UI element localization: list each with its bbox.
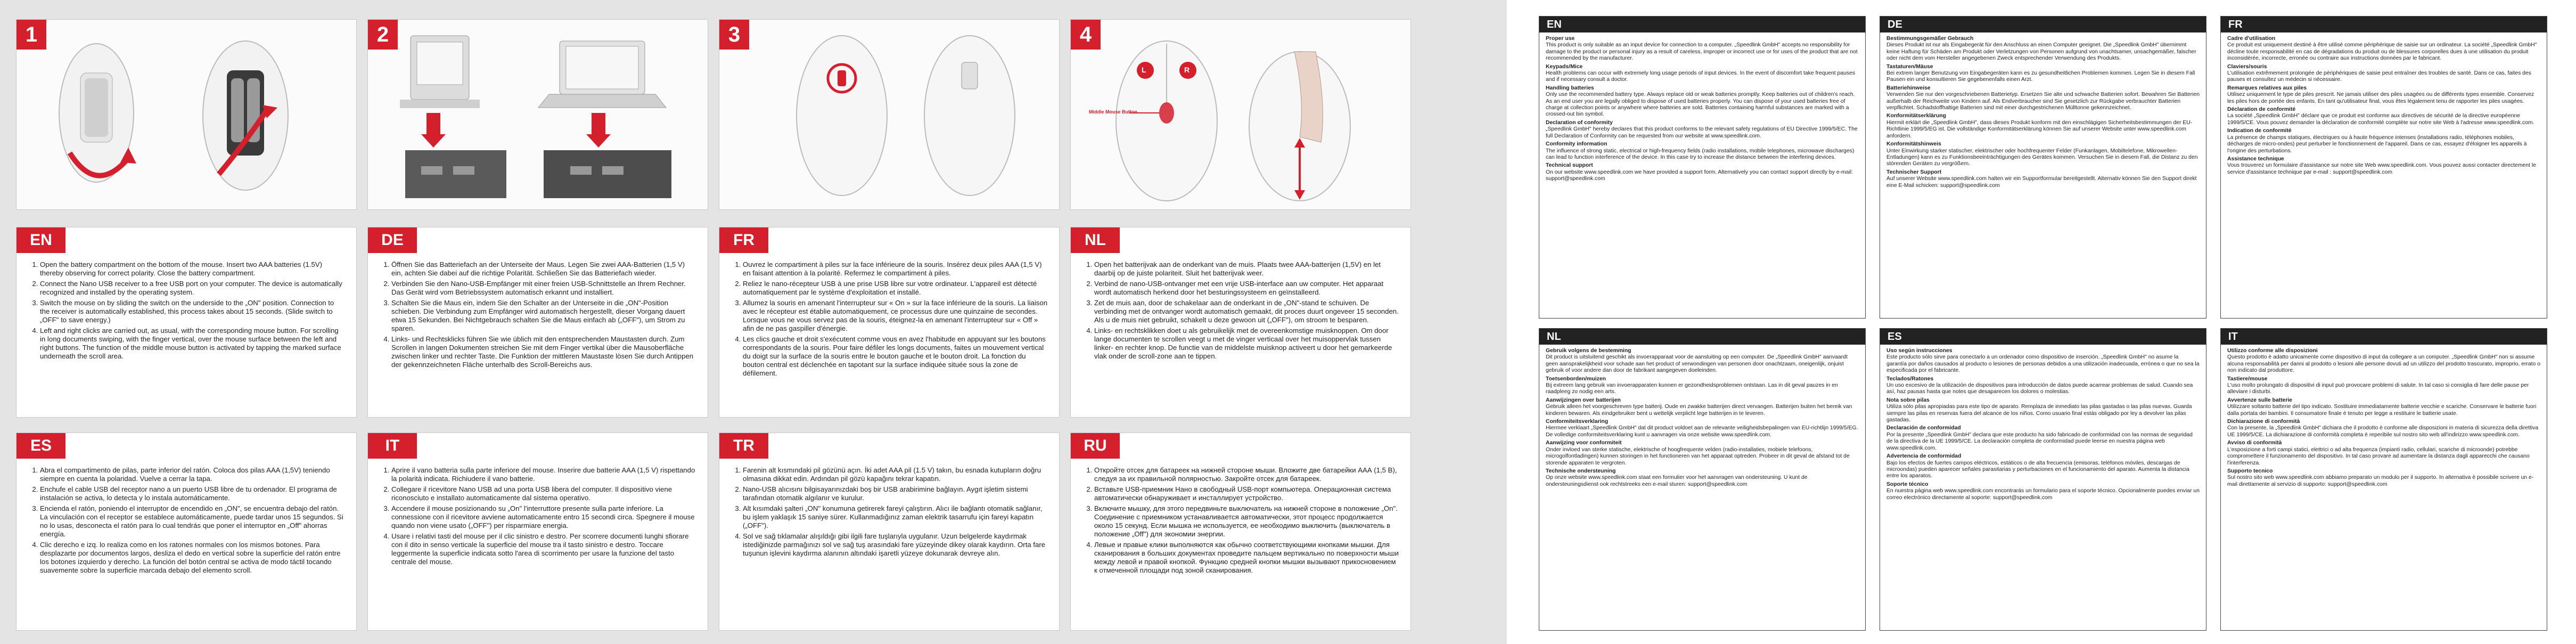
section-text: Ce produit est uniquement destiné à être utilisé comme périphérique de saisie sur un ordinateur. La société „Speedlink GmbH" décline toute responsabilité en cas de dégradations du produit ou de blessures corporelles dues à une utilisation du produit inconsidérée, incorrecte, erronée ou contraire aux instructions données par le fabricant. bbox=[2227, 42, 2537, 62]
instruction-step: 2. Verbind de nano-USB-ontvanger met een vrije USB-interface aan uw computer. Het apparaat wordt automatisch herkend door het besturingssysteem en geïnstalleerd. bbox=[1094, 280, 1400, 297]
instruction-step: 3. Включите мышку, для этого передвиньте выключатель на нижней стороне в положение „On". Соединение с приемником устанавливается автоматически, этот процесс продолжается около 15 секунд. Если мышка не используется, ее необходимо выключить (выключатель в положение „Off") для экономии энергии. bbox=[1094, 504, 1400, 539]
legal-section bbox=[2227, 36, 2540, 62]
section-text: This product is only suitable as an input device for connection to a computer. „Speedlink GmbH" accepts no responsibility for damage to the product or personal injury as a result of careless, improper or incorrect use or for uses of the product that are not recommended by the manufacturer. bbox=[1546, 42, 1858, 62]
section-heading: Cadre d'utilisation bbox=[2227, 36, 2276, 42]
instruction-step: 3. Accendere il mouse posizionando su „On" l'interruttore presente sulla parte inferiore. La connessione con il ricevitore avviene automaticamente entro 15 secondi circa. Spegnere il mouse quando non viene usato („OFF") per risparmiare energia. bbox=[391, 504, 697, 530]
legal-section bbox=[1546, 64, 1859, 84]
section-heading: Technischer Support bbox=[1886, 169, 1942, 175]
legal-body bbox=[1539, 345, 1865, 488]
instruction-step: 4. Usare i relativi tasti del mouse per il clic sinistro e destro. Per scorrere documenti lunghi sfiorare con il dito in senso verticale la superficie del mouse tra il tasto sinistro e destro. Toccare leggermente la superficie indicata sotto l'area di scorrimento per usare la funzione del tasto centrale del mouse. bbox=[391, 532, 697, 566]
section-text: Unter Einwirkung starker statischer, elektrischer oder hochfrequenter Felder (Funkanlagen, Mobiltelefone, Mikrowellen-Entladungen) kann es zu Funktionsbeeinträchtigungen des Gerätes kommen. Versuchen Sie in diesem Fall, die Distanz zu den störenden Geräten zu vergrößern. bbox=[1886, 148, 2198, 167]
legal-it bbox=[2220, 328, 2547, 631]
section-text: L'uso molto prolungato di dispositivi di input può provocare problemi di salute. In tal caso si consiglia di fare delle pause per alleviare i disturbi. bbox=[2227, 382, 2529, 395]
section-heading: Konformitätserklärung bbox=[1886, 113, 1947, 119]
section-text: Este producto sólo sirve para conectarlo a un ordenador como dispositivo de inserción. „Speedlink GmbH" no asume la garantía por daños causados al producto o lesiones de personas debidos a una utilización inadecuada, errónea o que no sea la especificada por el fabricante. bbox=[1886, 354, 2200, 374]
section-heading: Déclaration de conformité bbox=[2227, 107, 2296, 113]
instruction-step: 1. Ouvrez le compartiment à piles sur la face inférieure de la souris. Insérez deux piles AAA (1,5 V) en faisant attention à la polarité. Refermez le compartiment à piles. bbox=[743, 260, 1048, 278]
legal-section bbox=[1886, 376, 2200, 396]
instruction-step: 1. Open het batterijvak aan de onderkant van de muis. Plaats twee AAA-batterijen (1,5V) en let daarbij op de juiste polariteit. Sluit het batterijvak weer. bbox=[1094, 260, 1400, 278]
legal-section bbox=[1886, 348, 2200, 374]
instruction-list bbox=[28, 466, 346, 577]
middle-button-callout: Middle Mouse Button bbox=[1089, 109, 1137, 115]
section-heading: Proper use bbox=[1546, 36, 1575, 42]
instruction-step: 4. Clic derecho e izq. lo realiza como en los ratones normales con los mismos botones. Para desplazarte por documentos largos, desliza el dedo en vertical sobre la superficie del ratón entre los botones izquierdo y derecho. La función del botón central se activa de modo táctil tocando suavemente sobre la superficie marcada debajo del elemento scroll. bbox=[40, 541, 346, 575]
section-heading: Declaración de conformidad bbox=[1886, 425, 1961, 431]
section-heading: Claviers/souris bbox=[2227, 63, 2267, 70]
section-text: Bij extreem lang gebruik van invoerapparaten kunnen er gezondheidsproblemen ontstaan. Las in dit geval pauzes in en raadpleeg zo nodig een arts. bbox=[1546, 382, 1838, 395]
mouse-buttons-illustration bbox=[1071, 20, 1410, 209]
legal-section bbox=[2227, 348, 2540, 374]
step-number: 4 bbox=[1071, 20, 1101, 50]
instruction-list bbox=[380, 260, 697, 371]
language-tag: EN bbox=[1539, 17, 1865, 32]
section-heading: Avvertenze sulle batterie bbox=[2227, 397, 2293, 403]
step-number: 3 bbox=[719, 20, 749, 50]
section-text: Auf unserer Website www.speedlink.com halten wir ein Supportformular bereitgestellt. Alternativ können Sie den Support direkt eine E-Mail schicken: support@speedlink.com bbox=[1886, 176, 2197, 189]
section-text: Gebruik alleen het voorgeschreven type batterij. Oude en zwakke batterijen direct vervangen. Batterijen buiten het bereik van kinderen bewaren. Als eindgebruiker bent u wettelijk verplicht lege batterijen in te leveren. bbox=[1546, 404, 1852, 417]
instructions-de bbox=[367, 227, 708, 418]
section-heading: Aanwijzing voor conformiteit bbox=[1546, 440, 1622, 446]
step-4-panel bbox=[1070, 19, 1411, 210]
legal-section bbox=[1886, 64, 2200, 84]
legal-fr bbox=[2220, 16, 2547, 319]
legal-body bbox=[2221, 345, 2547, 488]
language-tag: TR bbox=[719, 433, 768, 459]
section-text: L'utilisation extrêmement prolongée de périphériques de saisie peut entraîner des troubles de santé. Dans ce cas, faites des pauses et consultez un médecin si nécessaire. bbox=[2227, 70, 2531, 83]
section-text: Dit product is uitsluitend geschikt als invoerapparaat voor de aansluiting op een computer. De „Speedlink GmbH" aanvaardt geen aansprakelijkheid voor schade aan het product of verwondingen van personen door onachtzaam, oneigenlijk, onjuist gebruik of voor andere dan door de fabrikant aangegeven doeleinden. bbox=[1546, 354, 1848, 374]
section-heading: Gebruik volgens de bestemming bbox=[1546, 348, 1631, 354]
legal-de bbox=[1880, 16, 2206, 319]
section-text: Utilisez uniquement le type de piles prescrit. Ne jamais utiliser des piles usagées ou de différents types ensemble. Conservez les piles hors de portée des enfants. En tant qu'utilisateur final, vous êtes légalement tenu de rapporter les piles usagées. bbox=[2227, 92, 2534, 104]
legal-section bbox=[1546, 141, 1859, 161]
usb-connection-illustration bbox=[368, 20, 708, 209]
instruction-step: 4. Sol ve sağ tıklamalar alışıldığı gibi ilgili fare tuşlarıyla uygulanır. Uzun belgelerde kaydırmak istediğinizde parmağınızı sol ve sağ tuş arasındaki fare yüzeyinde dikey olarak kaydırın. Orta fare tuşunun işlevini kaydırma alanının altındaki işaretli yüzeye dokunarak devreye alın. bbox=[743, 532, 1048, 558]
section-text: La présence de champs statiques, électriques ou à haute fréquence intenses (installations radio, téléphones mobiles, décharges de micro-ondes) peut perturber le fonctionnement de l'appareil. Dans ce cas, essayez d'éloigner les appareils à l'origine des perturbations. bbox=[2227, 134, 2527, 154]
section-heading: Teclados/Ratones bbox=[1886, 376, 1934, 382]
section-text: „Speedlink GmbH" hereby declares that this product conforms to the relevant safety regulations of EU Directive 1999/5/EC. The full Declaration of Conformity can be requested from our website at www.speedlink.com. bbox=[1546, 126, 1858, 139]
instruction-step: 1. Öffnen Sie das Batteriefach an der Unterseite der Maus. Legen Sie zwei AAA-Batterien (1,5 V) ein, achten Sie dabei auf die richtige Polarität. Schließen Sie das Batteriefach wieder. bbox=[391, 260, 697, 278]
legal-section bbox=[1886, 169, 2200, 189]
instruction-step: 3. Zet de muis aan, door de schakelaar aan de onderkant in de „ON"-stand te schuiven. De verbinding met de ontvanger wordt automatisch gemaakt, dit proces duurt ongeveer 15 seconden. Als u de muis niet gebruikt, schakelt u deze gewoon uit („OFF"), om stroom te besparen. bbox=[1094, 299, 1400, 324]
section-text: On our website www.speedlink.com we have provided a support form. Alternatively you can contact support directly by e-mail: support@speedlink.com bbox=[1546, 169, 1853, 182]
instruction-step: 2. Connect the Nano USB receiver to a free USB port on your computer. The device is automatically recognized and installed by the operating system. bbox=[40, 280, 346, 297]
legal-section bbox=[1546, 440, 1859, 467]
section-heading: Konformitätshinweis bbox=[1886, 141, 1941, 148]
section-text: Por la presente „Speedlink GmbH" declara que este producto ha sido fabricado de conformidad con las normas de seguridad de la directiva de la UE 1999/5/CE. La declaración completa de conformidad puede leerse en nuestra página web www.speedlink.com. bbox=[1886, 431, 2193, 451]
section-text: Vous trouverez un formulaire d'assistance sur notre site Web www.speedlink.com. Vous pouvez aussi contacter directement le service d'assistance technique par e-mail : support@speedlink.com bbox=[2227, 162, 2536, 175]
section-heading: Utilizzo conforme alle disposizioni bbox=[2227, 348, 2318, 354]
section-text: Hiermit erklärt die „Speedlink GmbH", dass dieses Produkt konform mit den einschlägigen Sicherheitsbestimmungen der EU-Richtlinie 1999/5/EG ist. Die vollständige Konformitätserklärung können Sie auf unserer Website unter www.speedlink.com anfordern. bbox=[1886, 119, 2193, 139]
section-heading: Advertencia de conformidad bbox=[1886, 453, 1962, 460]
instruction-list bbox=[1082, 260, 1400, 363]
legal-section bbox=[2227, 128, 2540, 154]
instruction-step: 4. Links- und Rechtsklicks führen Sie wie üblich mit den entsprechenden Maustasten durch. Zum Scrollen in langen Dokumenten streichen Sie mit dem Finger vertikal über die Mausoberfläche zwischen linker und rechter Taste. Die Funktion der mittleren Maustaste lösen Sie durch Antippen der gekennzeichneten Fläche unterhalb des Scroll-Bereichs aus. bbox=[391, 335, 697, 369]
instruction-step: 1. Aprire il vano batteria sulla parte inferiore del mouse. Inserire due batterie AAA (1,5 V) rispettando la polarità indicata. Richiudere il vano batterie. bbox=[391, 466, 697, 483]
legal-section bbox=[2227, 64, 2540, 84]
section-text: Questo prodotto è adatto unicamente come dispositivo di input da collegare a un computer. „Speedlink GmbH" non si assume alcuna responsabilità per danni al prodotto o lesioni alle persone dovuti ad un utilizzo del prodotto trascurato, improprio, errato o non indicato dal produttore. bbox=[2227, 354, 2540, 374]
section-text: Health problems can occur with extremely long usage periods of input devices. In the event of discomfort take frequent pauses and if necessary consult a doctor. bbox=[1546, 70, 1856, 83]
instruction-step: 3. Alt kısımdaki şalteri „ON" konumuna getirerek fareyi çalıştırın. Alıcı ile bağlantı otomatik sağlanır, bu işlem yaklaşık 15 saniye sürer. Kullanmadığınız zaman elektrik tasarrufu için fareyi kapatın („OFF"). bbox=[743, 504, 1048, 530]
language-tag: FR bbox=[719, 227, 768, 253]
legal-section bbox=[1886, 85, 2200, 112]
instruction-step: 1. Open the battery compartment on the bottom of the mouse. Insert two AAA batteries (1.5V) thereby observing for correct polarity. Close the battery compartment. bbox=[40, 260, 346, 278]
legal-nl bbox=[1539, 328, 1866, 631]
instruction-step: 4. Left and right clicks are carried out, as usual, with the corresponding mouse button. For scrolling in long documents swiping, with the finger vertical, over the mouse surface between the left and right buttons. The function of the middle mouse button is activated by tapping the marked surface underneath the scroll area. bbox=[40, 327, 346, 361]
section-heading: Nota sobre pilas bbox=[1886, 397, 1930, 403]
language-tag: RU bbox=[1071, 433, 1120, 459]
legal-section bbox=[1886, 397, 2200, 424]
battery-insertion-illustration bbox=[17, 20, 356, 209]
section-heading: Aanwijzingen over batterijen bbox=[1546, 397, 1621, 403]
instruction-step: 4. Les clics gauche et droit s'exécutent comme vous en avez l'habitude en appuyant sur les boutons correspondants de la souris. Pour faire défiler les longs documents, faites un mouvement vertical du doigt sur la surface de la souris entre le bouton gauche et le bouton droit. La fonction du bouton central est déclenchée en tapotant sur la surface indiquée située sous la zone de défilement. bbox=[743, 335, 1048, 378]
legal-section bbox=[1886, 482, 2200, 501]
instruction-step: 2. Enchufe el cable USB del receptor nano a un puerto USB libre de tu ordenador. El programa de instalación se activa, lo detecta y lo instala automáticamente. bbox=[40, 485, 346, 502]
instruction-list bbox=[1082, 466, 1400, 577]
section-text: L'esposizione a forti campi statici, elettrici o ad alta frequenza (impianti radio, cellulari, scariche di microonde) potrebbe compromettere il funzionamento del dispositivo. In tal caso provare ad aumentare la distanza dagli apparecchi che causano l'interferenza. bbox=[2227, 446, 2530, 466]
legal-section bbox=[1546, 36, 1859, 62]
language-tag: IT bbox=[368, 433, 417, 459]
section-text: Verwenden Sie nur den vorgeschriebenen Batterietyp. Ersetzen Sie alte und schwache Batterien sofort. Bewahren Sie Batterien außerhalb der Reichweite von Kindern auf. Als Endverbraucher sind Sie gesetzlich zur Rückgabe verbrauchter Batterien verpflichtet. Schadstoffhaltige Batterien sind mit einer durchgestrichenen Mülltonne gekennzeichnet. bbox=[1886, 92, 2200, 111]
section-heading: Technische ondersteuning bbox=[1546, 468, 1616, 474]
section-text: Un uso excesivo de la utilización de dispositivos para introducción de datos puede acarrear problemas de salud. Cuando sea así, haz pausas hasta que notes que desaparecen los dolores o molestias. bbox=[1886, 382, 2193, 395]
instruction-step: 3. Encienda el ratón, poniendo el interruptor de encendido en „ON", se encuentra debajo del ratón. La vinculación con el receptor se establece automáticamente, puede tardar unos 15 segundos. Si no lo usas, desconecta el ratón para lo cual tendrás que poner el interruptor en „Off" ahorras energía. bbox=[40, 504, 346, 539]
legal-section bbox=[1546, 162, 1859, 182]
legal-section bbox=[1886, 113, 2200, 140]
legal-section bbox=[2227, 397, 2540, 417]
section-heading: Keypads/Mice bbox=[1546, 63, 1583, 70]
section-heading: Declaration of conformity bbox=[1546, 119, 1613, 126]
instruction-step: 2. Вставьте USB-приемник Нано в свободный USB-порт компьютера. Операционная система автоматически обнаруживает и инсталлирует устройство. bbox=[1094, 485, 1400, 502]
section-text: Utilizzare soltanto batterie del tipo indicato. Sostituire immediatamente batterie vecchie e scariche. Conservare le batterie fuori dalla portata dei bambini. Il consumatore finale è tenuto per legge a restituire le batterie usate. bbox=[2227, 404, 2537, 417]
instructions-en bbox=[16, 227, 357, 418]
section-heading: Assistance technique bbox=[2227, 156, 2284, 162]
step-number: 1 bbox=[17, 20, 46, 50]
section-text: Con la presente, la „Speedlink GmbH" dichiara che il prodotto è conforme alle disposizioni in materia di sicurezza della direttiva UE 1999/5/CE. La dichiarazione di conformità completa è reperibile sul nostro sito web all'indirizzo www.speedlink.com. bbox=[2227, 425, 2539, 438]
instruction-list bbox=[731, 260, 1048, 380]
section-heading: Technical support bbox=[1546, 162, 1593, 169]
section-heading: Remarques relatives aux piles bbox=[2227, 85, 2307, 91]
section-heading: Batteriehinweise bbox=[1886, 85, 1931, 91]
legal-body bbox=[2221, 32, 2547, 176]
legal-en bbox=[1539, 16, 1866, 319]
right-button-label: R bbox=[1184, 66, 1190, 74]
legal-section bbox=[1546, 397, 1859, 417]
legal-section bbox=[1546, 419, 1859, 438]
legal-section bbox=[2227, 468, 2540, 488]
instruction-list bbox=[28, 260, 346, 363]
legal-section bbox=[1546, 85, 1859, 118]
instruction-step: 3. Allumez la souris en amenant l'interrupteur sur « On » sur la face inférieure de la souris. La liaison avec le récepteur est établie automatiquement, ce processus dure une quinzaine de secondes. Lorsque vous ne vous servez pas de la souris, éteignez-la en amenant l'interrupteur sur « Off » afin de ne pas gaspiller d'énergie. bbox=[743, 299, 1048, 333]
legal-section bbox=[1886, 141, 2200, 168]
instructions-tr bbox=[719, 433, 1060, 631]
language-tag: ES bbox=[17, 433, 65, 459]
section-text: Hiermee verklaart „Speedlink GmbH" dat dit product voldoet aan de relevante veiligheidsbepalingen van EU-richtlijn 1999/5/EG. De volledige conformiteitsverklaring kunt u aanvragen via onze website www.speedlink.com. bbox=[1546, 425, 1858, 438]
instructions-nl bbox=[1070, 227, 1411, 418]
instruction-step: 3. Switch the mouse on by sliding the switch on the underside to the „ON" position. Connection to the receiver is automatically established, this process takes about 15 seconds. (Slide switch to „OFF" to save energy.) bbox=[40, 299, 346, 324]
section-heading: Conformity information bbox=[1546, 141, 1607, 148]
section-text: En nuestra página web www.speedlink.com encontrarás un formulario para el soporte técnico. Opcionalmente puedes enviar un correo electrónico directamente al soporte: support@speedlink.com bbox=[1886, 488, 2200, 501]
instruction-step: 4. Links- en rechtsklikken doet u als gebruikelijk met de overeenkomstige muisknoppen. Om door lange documenten te scrollen veegt u met de vinger verticaal over het muisoppervlak tussen linker- en rechter knop. De functie van de middelste muisknop activeert u door het gemarkeerde vlak onder de scroll-zone aan te tippen. bbox=[1094, 327, 1400, 361]
legal-body bbox=[1880, 32, 2206, 189]
section-text: La société „Speedlink GmbH" déclare que ce produit est conforme aux directives de sécurité de la directive européenne 1999/5/CE. Vous pouvez demander la déclaration de conformité complète sur notre site Web à l'adresse www.speedlink.com. bbox=[2227, 113, 2534, 126]
legal-body bbox=[1880, 345, 2206, 501]
instructions-ru bbox=[1070, 433, 1411, 631]
instructions-it bbox=[367, 433, 708, 631]
section-heading: Bestimmungsgemäßer Gebrauch bbox=[1886, 36, 1974, 42]
legal-section bbox=[1546, 120, 1859, 140]
instruction-step: 4. Левые и правые клики выполняются как обычно соответствующими кнопками мышки. Для сканирования в больших документах проведите пальцем вертикально по поверхности мыши между левой и правой кнопкой. Функцию средней кнопки мышки вызывают прикосновением к отмеченной площади под зоной сканирования. bbox=[1094, 541, 1400, 575]
section-text: Op onze website www.speedlink.com staat een formulier voor het aanvragen van ondersteuning. U kunt de ondersteuningsdienst ook rechtstreeks een e-mail sturen: support@speedlink.com bbox=[1546, 475, 1808, 487]
step-2-panel bbox=[367, 19, 708, 210]
step-number: 2 bbox=[368, 20, 398, 50]
instruction-list bbox=[380, 466, 697, 568]
legal-section bbox=[1886, 453, 2200, 480]
legal-panel bbox=[1507, 0, 2576, 644]
section-text: Bajo los efectos de fuertes campos eléctricos, estáticos o de alta frecuencia (emisoras, teléfonos móviles, descargas de microondas) pueden aparecer señales parasitarias y perturbaciones en el funcionamiento del aparato. Aumenta la distancia entre los aparatos. bbox=[1886, 460, 2189, 479]
language-tag: NL bbox=[1071, 227, 1120, 253]
section-heading: Toetsenborden/muizen bbox=[1546, 376, 1606, 382]
section-heading: Tastiere/mouse bbox=[2227, 376, 2268, 382]
legal-section bbox=[2227, 419, 2540, 438]
legal-section bbox=[1546, 376, 1859, 396]
legal-es bbox=[1880, 328, 2206, 631]
section-text: The influence of strong static, electrical or high-frequency fields (radio installations, mobile telephones, microwave discharges) can lead to function interference of the device. In this case try to increase the distance between the interfering devices. bbox=[1546, 148, 1855, 160]
instruction-step: 2. Reliez le nano-récepteur USB à une prise USB libre sur votre ordinateur. L'appareil est détecté automatiquement par le système d'exploitation et installé. bbox=[743, 280, 1048, 297]
instruction-step: 1. Откройте отсек для батареек на нижней стороне мыши. Вложите две батарейки ААА (1,5 В), следуя за их правильной полярностью. Закройте отсек для батареек. bbox=[1094, 466, 1400, 483]
legal-section bbox=[1886, 36, 2200, 62]
section-heading: Tastaturen/Mäuse bbox=[1886, 63, 1933, 70]
section-heading: Avviso di conformità bbox=[2227, 440, 2282, 446]
legal-section bbox=[2227, 85, 2540, 105]
section-text: Only use the recommended battery type. Always replace old or weak batteries promptly. Keep batteries out of children's reach. As an end user you are legally obliged to dispose of used batteries properly. You can dispose of your used batteries free of charge at collection points or anywhere where batteries are sold. Batteries containing harmful substances are marked with a crossed-out bin symbol. bbox=[1546, 92, 1855, 118]
instruction-step: 2. Verbinden Sie den Nano-USB-Empfänger mit einer freien USB-Schnittstelle an Ihrem Rechner. Das Gerät wird vom Betriebssystem automatisch erkannt und installiert. bbox=[391, 280, 697, 297]
section-heading: Indication de conformité bbox=[2227, 128, 2292, 134]
instruction-step: 3. Schalten Sie die Maus ein, indem Sie den Schalter an der Unterseite in die „ON"-Position schieben. Die Verbindung zum Empfänger wird automatisch hergestellt, dieser Vorgang dauert etwa 15 Sekunden. Bei Nichtgebrauch schalten Sie die Maus einfach ab („OFF"), um Strom zu sparen. bbox=[391, 299, 697, 333]
language-tag: FR bbox=[2221, 17, 2547, 32]
instructions-es bbox=[16, 433, 357, 631]
legal-section bbox=[1546, 468, 1859, 488]
instruction-step: 1. Abra el compartimento de pilas, parte inferior del ratón. Coloca dos pilas AAA (1,5V) teniendo siempre en cuenta la polaridad. Vuelve a cerrar la tapa. bbox=[40, 466, 346, 483]
section-heading: Handling batteries bbox=[1546, 85, 1594, 91]
language-tag: IT bbox=[2221, 329, 2547, 345]
language-tag: DE bbox=[368, 227, 417, 253]
legal-section bbox=[2227, 107, 2540, 126]
section-heading: Soporte técnico bbox=[1886, 481, 1929, 487]
section-text: Bei extrem langer Benutzung von Eingabegeräten kann es zu gesundheitlichen Problemen kommen. Legen Sie in diesem Fall Pausen ein und konsultieren Sie gegebenenfalls einen Arzt. bbox=[1886, 70, 2195, 83]
section-text: Utiliza sólo pilas apropiadas para este tipo de aparato. Remplaza de inmediato las pilas gastadas o las pilas nuevas. Guarda siempre las pilas en reservas fuera del alcance de los niños. Como usuario final estás obligado por ley a devolver las pilas gastadas. bbox=[1886, 404, 2192, 423]
section-heading: Dichiarazione di conformità bbox=[2227, 419, 2300, 425]
language-tag: DE bbox=[1880, 17, 2206, 32]
section-text: Dieses Produkt ist nur als Eingabegerät für den Anschluss an einen Computer geeignet. Die „Speedlink GmbH" übernimmt keine Haftung für Schäden am Produkt oder Verletzungen von Personen aufgrund von unachtsamer, unsachgemäßer, falscher oder nicht dem vom Hersteller angegebenen Zweck entsprechender Verwendung des Produkts. bbox=[1886, 42, 2196, 62]
section-text: Sul nostro sito web www.speedlink.com abbiamo preparato un modulo per il supporto. In alternativa è possibile scrivere un e-mail direttamente al servizio di supporto: support@speedlink.com bbox=[2227, 475, 2534, 487]
instruction-step: 2. Nano-USB alıcısını bilgisayarınızdaki boş bir USB arabirimine bağlayın. Aygıt işletim sistemi tarafından otomatik algılanır ve kurulur. bbox=[743, 485, 1048, 502]
section-heading: Uso según instrucciones bbox=[1886, 348, 1952, 354]
section-heading: Supporto tecnico bbox=[2227, 468, 2273, 474]
legal-section bbox=[1886, 425, 2200, 452]
instruction-step: 2. Collegare il ricevitore Nano USB ad una porta USB libera del computer. Il dispositivo viene riconosciuto e installato automaticamente dal sistema operativo. bbox=[391, 485, 697, 502]
step-3-panel bbox=[719, 19, 1060, 210]
instructions-fr bbox=[719, 227, 1060, 418]
instruction-step: 1. Farenin alt kısmındaki pil gözünü açın. İki adet AAA pil (1.5 V) takın, bu esnada kutupların doğru olmasına dikkat edin. Ardından pil gözü kapağını tekrar kapatın. bbox=[743, 466, 1048, 483]
step-1-panel bbox=[16, 19, 357, 210]
legal-body bbox=[1539, 32, 1865, 183]
legal-section bbox=[2227, 440, 2540, 467]
language-tag: ES bbox=[1880, 329, 2206, 345]
section-heading: Conformiteitsverklaring bbox=[1546, 419, 1609, 425]
mouse-switch-illustration bbox=[719, 20, 1059, 209]
legal-section bbox=[2227, 156, 2540, 176]
legal-section bbox=[1546, 348, 1859, 374]
instruction-list bbox=[731, 466, 1048, 560]
language-tag: EN bbox=[17, 227, 65, 253]
section-text: Onder invloed van sterke statische, elektrische of hoogfrequente velden (radio-installaties, mobiele telefoons, microgolfontladingen) kunnen storingen in het functioneren van het apparaat optreden. Probeer in dit geval de afstand tot de storende apparaten te vergroten. bbox=[1546, 446, 1850, 466]
left-button-label: L bbox=[1142, 66, 1146, 74]
legal-section bbox=[2227, 376, 2540, 396]
language-tag: NL bbox=[1539, 329, 1865, 345]
